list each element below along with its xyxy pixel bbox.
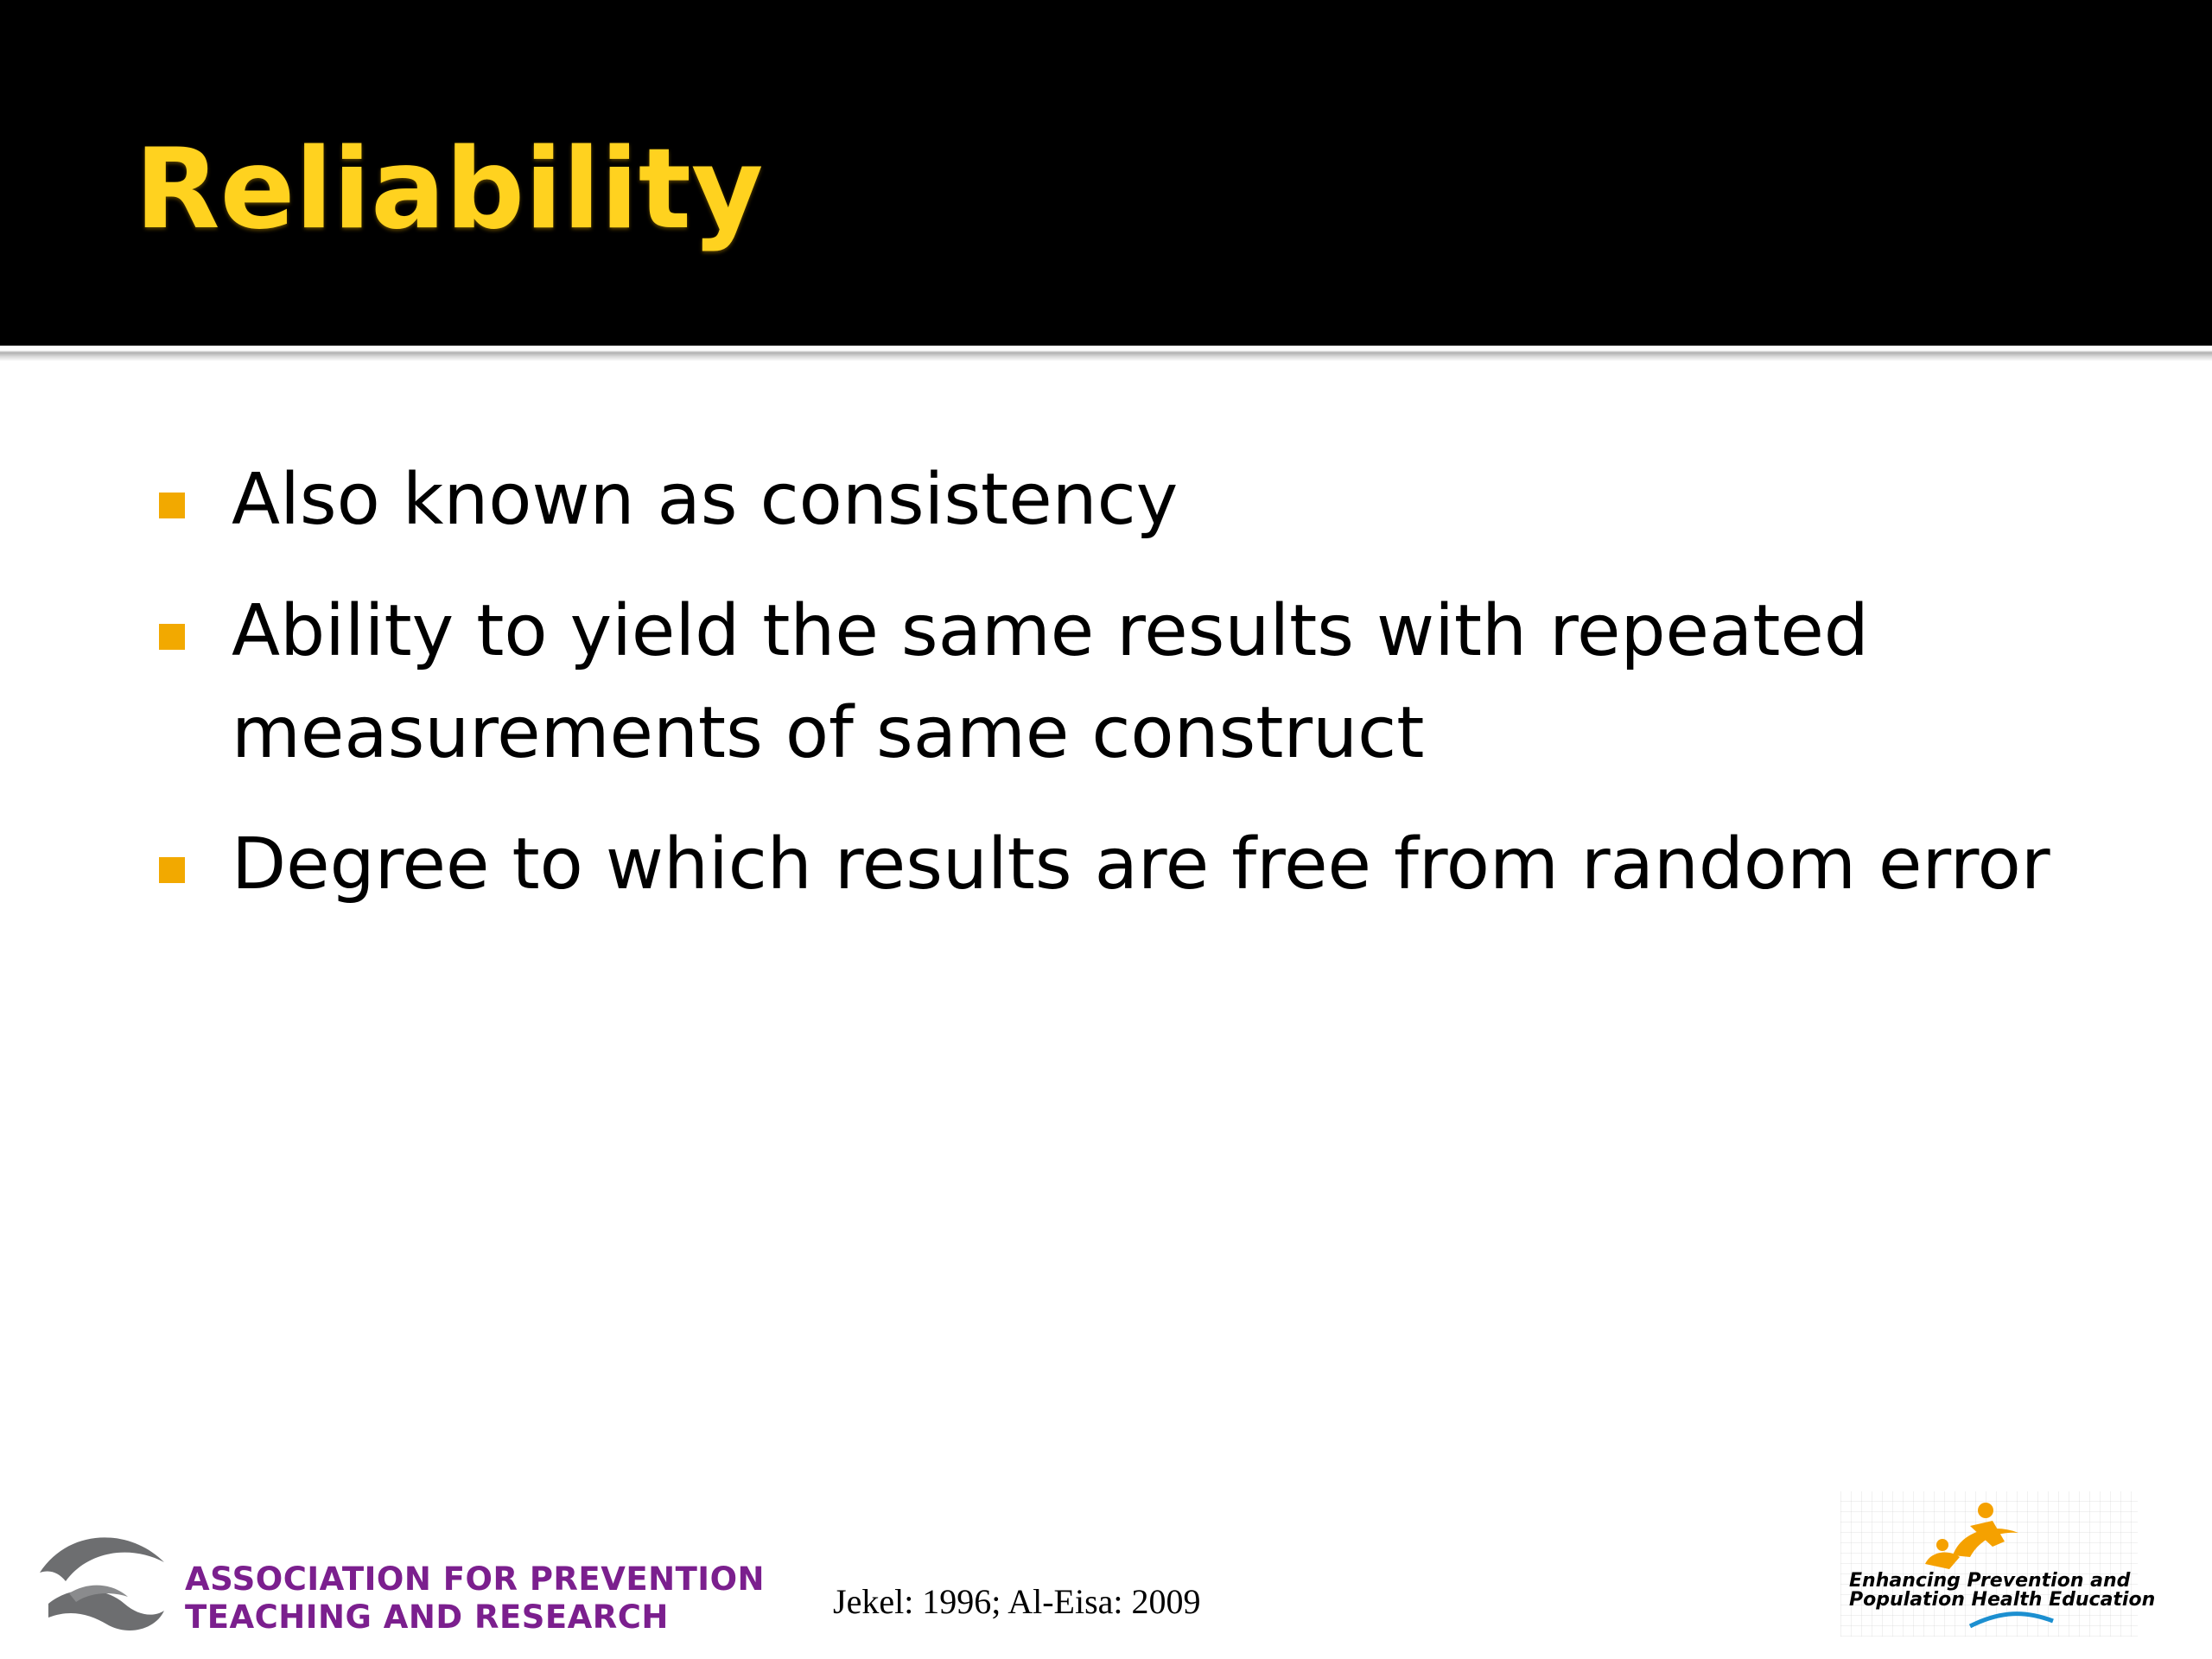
title-divider — [0, 346, 2212, 361]
title-bar — [0, 0, 2212, 346]
bullet-text: Also known as consistency — [232, 459, 1179, 541]
citation: Jekel: 1996; Al-Eisa: 2009 — [833, 1582, 1201, 1621]
association-name-line-1: ASSOCIATION FOR PREVENTION — [185, 1560, 765, 1598]
bullet-text: Degree to which results are free from random error — [232, 823, 2050, 906]
bullet-item — [156, 581, 2108, 785]
bullet-item — [156, 449, 2108, 551]
ephe-tagline-line-2: Population Health Education — [1849, 1589, 2156, 1611]
ephe-logo — [1840, 1491, 2156, 1637]
figures-logo-icon — [1840, 1491, 2156, 1637]
square-bullet-icon — [159, 493, 185, 518]
slide-title: Reliability — [135, 125, 764, 254]
ephe-tagline-line-1: Enhancing Prevention and — [1849, 1570, 2131, 1592]
bullet-item — [156, 814, 2108, 916]
aptr-swoosh-logo-icon — [35, 1521, 173, 1642]
square-bullet-icon — [159, 857, 185, 883]
bullet-list — [156, 449, 2108, 945]
association-name-line-2: TEACHING AND RESEARCH — [185, 1599, 669, 1636]
square-bullet-icon — [159, 624, 185, 650]
bullet-text: Ability to yield the same results with repeated measurements of same construct — [232, 590, 1869, 774]
